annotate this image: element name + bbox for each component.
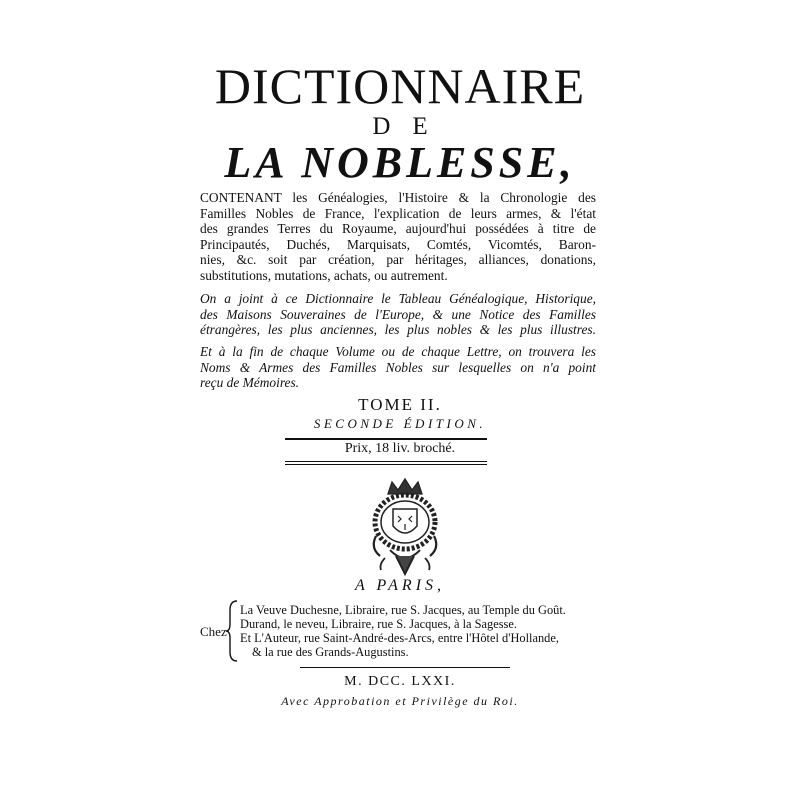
year-rule xyxy=(300,667,510,668)
privilege-label: Avec Approbation et Privilège du Roi. xyxy=(281,694,519,708)
price-rule-top xyxy=(285,438,487,440)
joint-line: On a joint à ce Dictionnaire le Tableau Généalogique, Historique, xyxy=(200,291,596,306)
publisher-line: Et L'Auteur, rue Saint-André-des-Arcs, entre l'Hôtel d'Hollande, xyxy=(240,631,559,645)
fin-line: reçu de Mémoires. xyxy=(200,375,300,391)
description-paragraph xyxy=(200,190,596,284)
price-label: Prix, 18 liv. broché. xyxy=(344,441,456,456)
publisher-line: La Veuve Duchesne, Libraire, rue S. Jacques, au Temple du Goût. xyxy=(240,603,566,617)
description-line: substitutions, mutations, achats, ou autrement. xyxy=(200,267,448,283)
description-line: nies, &c. soit par création, par héritages, alliances, donations, xyxy=(200,252,596,268)
joint-line: des Maisons Souveraines de l'Europe, & une Notice des Familles xyxy=(200,306,596,322)
fin-paragraph xyxy=(200,344,596,391)
description-line: des grandes Terres du Royaume, aujourd'hui possédées à titre de xyxy=(200,221,596,237)
description-line: CONTENANT les Généalogies, l'Histoire & la Chronologie des xyxy=(200,190,596,205)
place-label: A PARIS, xyxy=(354,577,446,594)
title-de: DE xyxy=(372,113,450,140)
fin-line: Et à la fin de chaque Volume ou de chaque Lettre, on trouvera les xyxy=(200,344,596,359)
publisher-line: & la rue des Grands-Augustins. xyxy=(252,645,409,659)
description-line: Principautés, Duchés, Marquisats, Comtés, Vicomtés, Baron- xyxy=(200,236,596,252)
chez-label: Chez xyxy=(200,624,227,639)
tome-label: TOME II. xyxy=(358,395,442,414)
joint-paragraph xyxy=(200,291,596,338)
fin-line: Noms & Armes des Familles Nobles sur lesquelles on n'a point xyxy=(200,359,596,375)
joint-line: étrangères, les plus anciennes, les plus nobles & les plus illustres. xyxy=(200,322,596,338)
publisher-line: Durand, le neveu, Libraire, rue S. Jacques, à la Sagesse. xyxy=(240,617,517,631)
curly-brace-icon xyxy=(225,600,239,662)
price-rule-bottom xyxy=(285,461,487,462)
year-label: M. DCC. LXXI. xyxy=(344,674,456,689)
price-rule-bottom-double xyxy=(285,464,487,465)
title-dictionnaire: DICTIONNAIRE xyxy=(214,58,586,114)
description-line: Familles Nobles de France, l'explication de leurs armes, & l'état xyxy=(200,205,596,221)
title-la-noblesse: LA NOBLESSE, xyxy=(224,138,576,187)
royal-arms-vignette-icon xyxy=(350,476,460,578)
edition-label: SECONDE ÉDITION. xyxy=(313,416,487,431)
